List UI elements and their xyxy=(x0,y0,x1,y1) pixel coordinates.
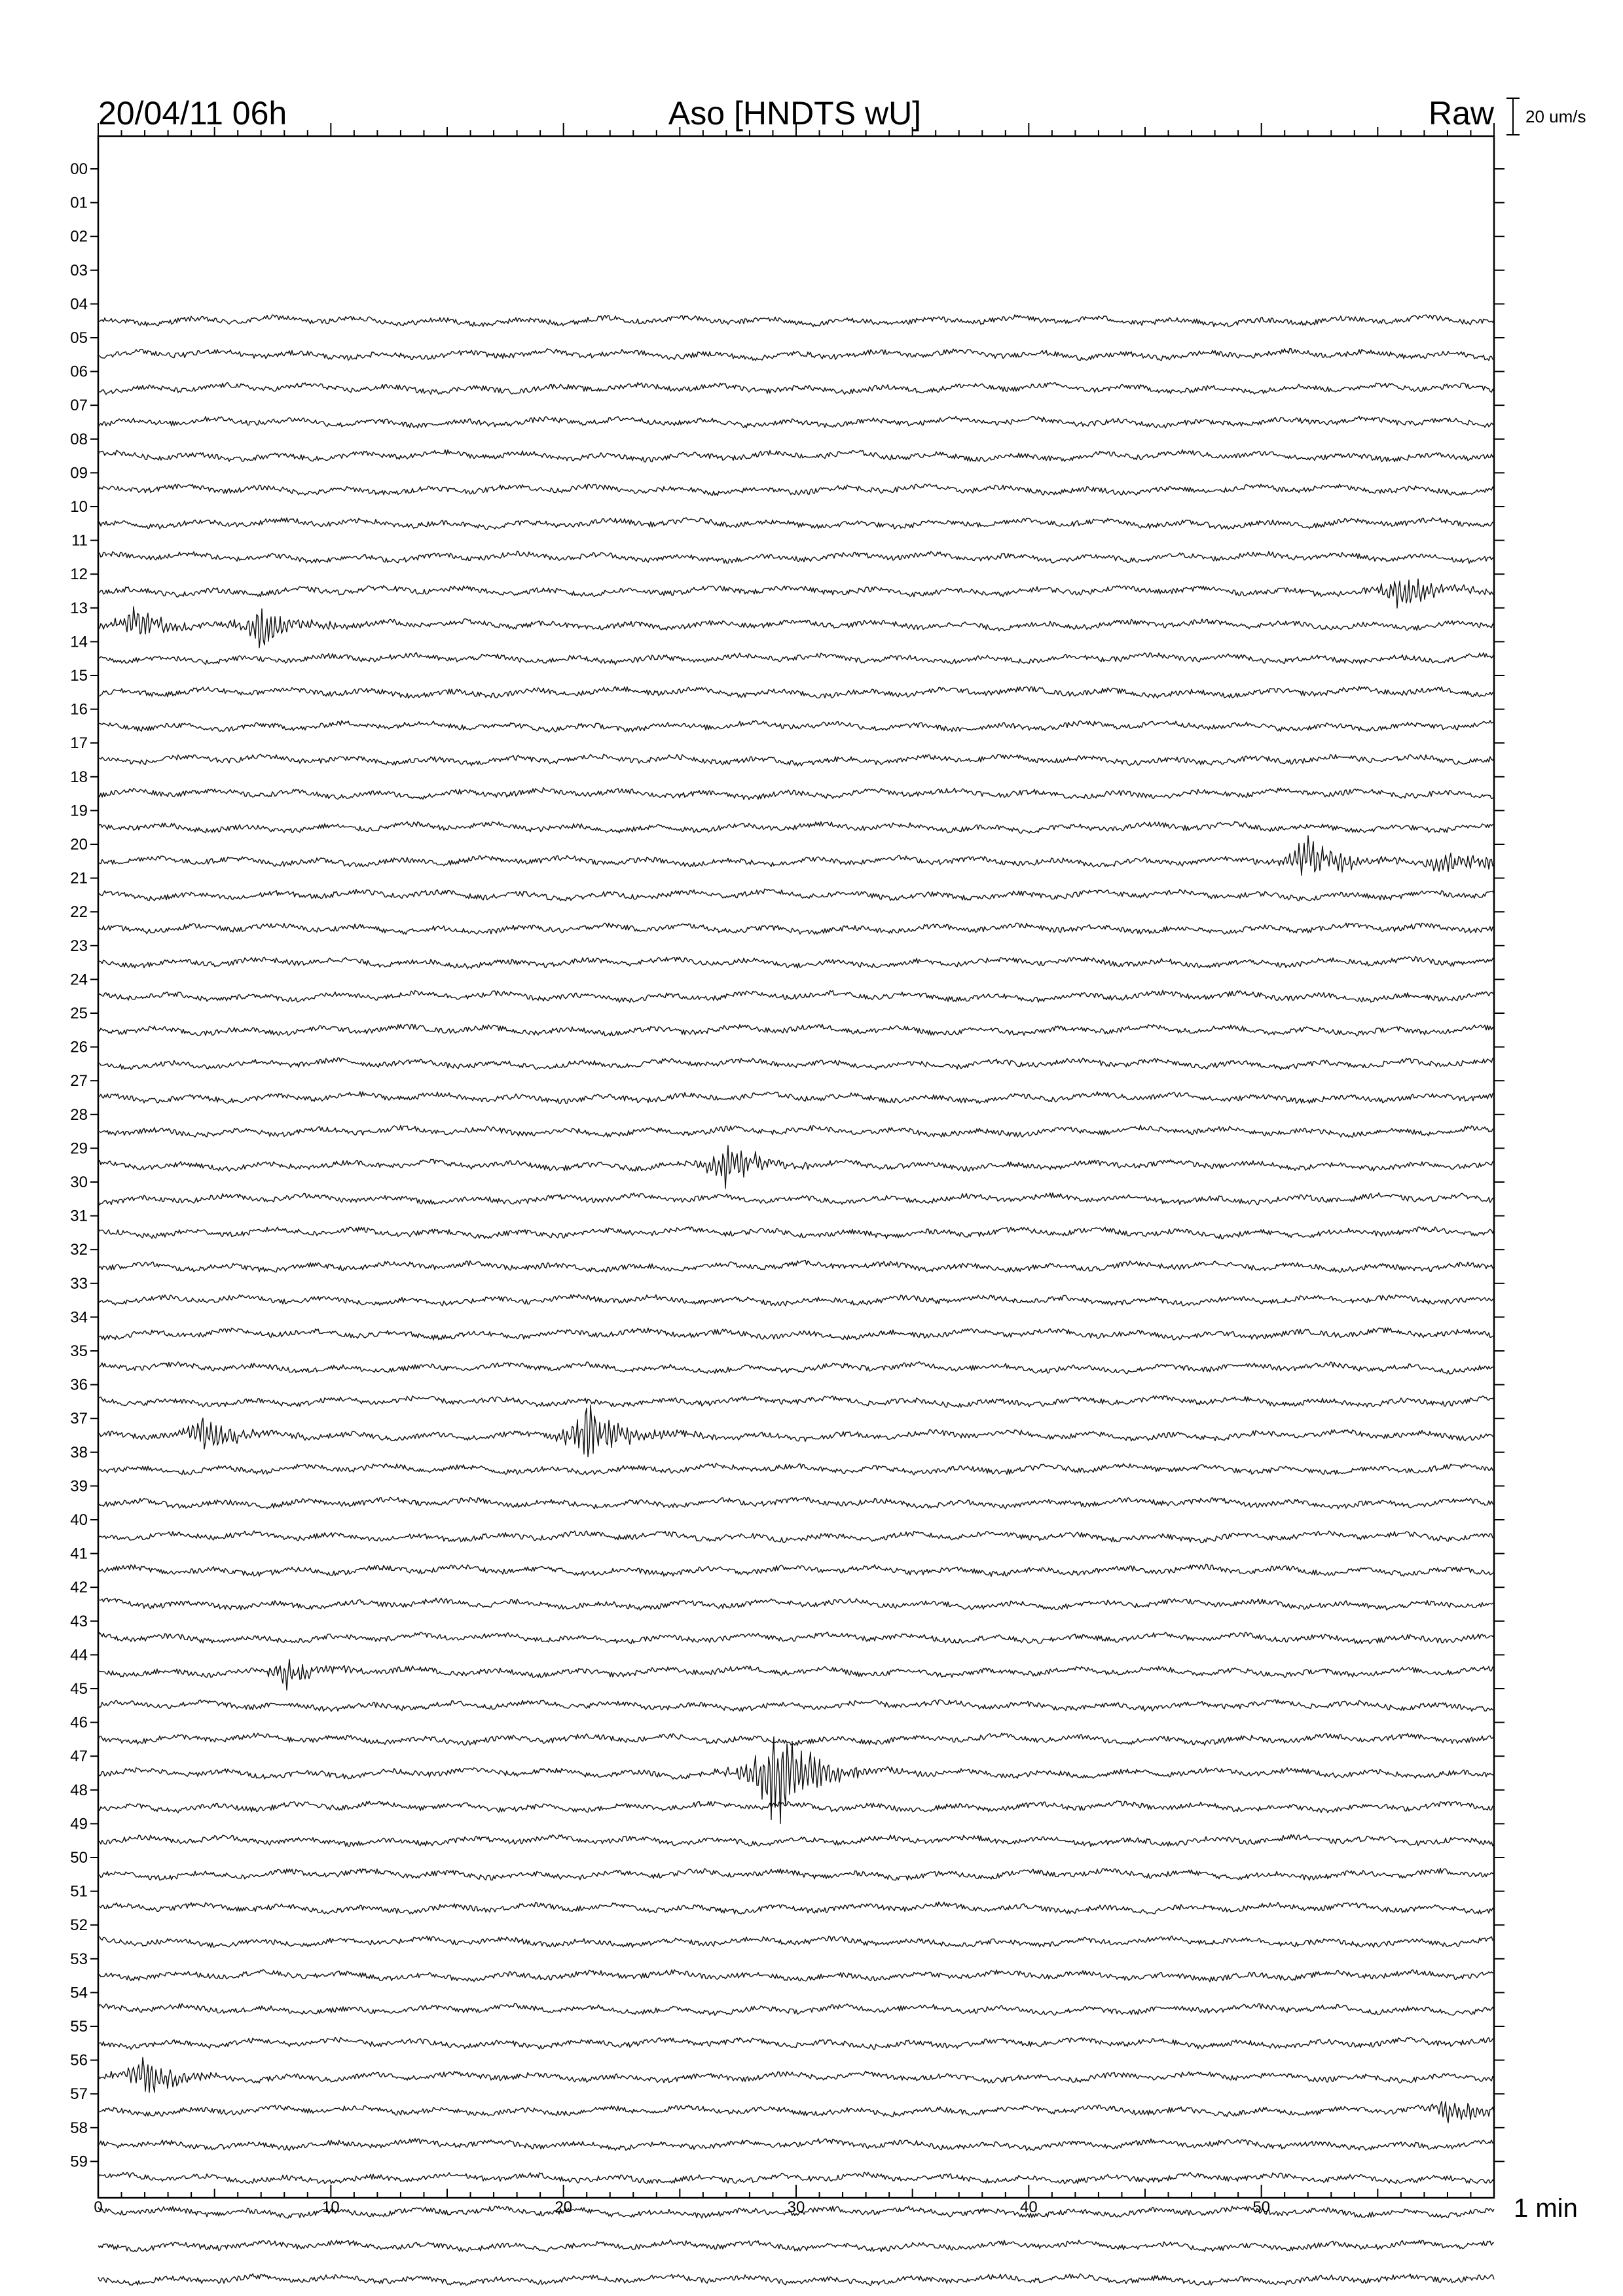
row-label: 01 xyxy=(70,194,88,212)
trace-line xyxy=(98,653,1494,664)
x-axis-unit: 1 min xyxy=(1514,2194,1578,2223)
row-label: 20 xyxy=(70,836,88,853)
row-label: 23 xyxy=(70,937,88,955)
row-label: 19 xyxy=(70,802,88,820)
trace-line xyxy=(98,1801,1494,1813)
row-label: 49 xyxy=(70,1815,88,1833)
row-label: 51 xyxy=(70,1882,88,1901)
row-label: 13 xyxy=(70,599,88,617)
row-label: 36 xyxy=(70,1376,88,1394)
trace-line xyxy=(98,383,1494,395)
row-label: 27 xyxy=(70,1072,88,1090)
row-label: 55 xyxy=(70,2018,88,2036)
row-label: 53 xyxy=(70,1950,88,1968)
trace-line xyxy=(98,1902,1494,1914)
row-label: 26 xyxy=(70,1038,88,1056)
row-label: 37 xyxy=(70,1410,88,1428)
trace-line xyxy=(98,1564,1494,1576)
trace-line xyxy=(98,416,1494,428)
row-label: 24 xyxy=(70,971,88,989)
trace-line xyxy=(98,1125,1494,1138)
header-mode: Raw xyxy=(1428,95,1494,132)
row-label: 21 xyxy=(70,869,88,888)
row-label: 18 xyxy=(70,768,88,786)
trace-line xyxy=(98,1733,1494,1746)
x-tick-label: 10 xyxy=(321,2198,340,2216)
row-label: 06 xyxy=(70,363,88,381)
row-label: 25 xyxy=(70,1005,88,1022)
x-tick-label: 50 xyxy=(1252,2198,1271,2216)
row-label: 07 xyxy=(70,397,88,415)
row-label: 14 xyxy=(70,633,88,651)
x-tick-label: 40 xyxy=(1019,2198,1038,2216)
row-label: 32 xyxy=(70,1241,88,1259)
row-label: 43 xyxy=(70,1612,88,1630)
row-label: 16 xyxy=(70,700,88,719)
row-label: 04 xyxy=(70,295,88,314)
row-label: 22 xyxy=(70,903,88,922)
row-label: 00 xyxy=(70,160,88,178)
amplitude-scale-label: 20 um/s xyxy=(1525,107,1586,126)
row-label: 41 xyxy=(70,1545,88,1563)
trace-line xyxy=(98,1058,1494,1069)
row-label: 56 xyxy=(70,2051,88,2070)
x-tick-label: 20 xyxy=(555,2198,573,2216)
trace-line xyxy=(98,923,1494,934)
trace-line xyxy=(98,450,1494,462)
trace-line xyxy=(98,1405,1494,1457)
row-label: 46 xyxy=(70,1713,88,1732)
trace-line xyxy=(98,2037,1494,2050)
trace-line xyxy=(98,836,1494,876)
trace-line xyxy=(98,2102,1494,2123)
trace-line xyxy=(98,990,1494,1002)
trace-line xyxy=(98,1632,1494,1644)
row-label: 12 xyxy=(70,565,88,584)
trace-line xyxy=(98,1396,1494,1408)
row-label: 38 xyxy=(70,1443,88,1462)
trace-line xyxy=(98,721,1494,732)
trace-line xyxy=(98,687,1494,698)
trace-line xyxy=(98,1737,1494,1824)
row-label: 44 xyxy=(70,1646,88,1664)
row-label: 57 xyxy=(70,2085,88,2104)
row-label: 50 xyxy=(70,1849,88,1867)
row-label: 45 xyxy=(70,1680,88,1698)
row-label: 31 xyxy=(70,1207,88,1225)
trace-line xyxy=(98,1659,1494,1690)
x-tick-label: 30 xyxy=(787,2198,805,2216)
trace-line xyxy=(98,1598,1494,1610)
trace-line xyxy=(98,1869,1494,1880)
row-label: 59 xyxy=(70,2153,88,2171)
trace-line xyxy=(98,1936,1494,1947)
row-label: 17 xyxy=(70,734,88,753)
x-tick-label: 0 xyxy=(94,2198,103,2216)
row-label: 47 xyxy=(70,1748,88,1766)
trace-line xyxy=(98,518,1494,529)
row-label: 28 xyxy=(70,1105,88,1124)
trace-line xyxy=(98,1024,1494,1036)
trace-line xyxy=(98,1531,1494,1543)
row-label: 40 xyxy=(70,1511,88,1529)
row-label: 58 xyxy=(70,2119,88,2137)
trace-line xyxy=(98,1295,1494,1306)
trace-line xyxy=(98,484,1494,496)
trace-line xyxy=(98,2058,1494,2093)
trace-line xyxy=(98,1193,1494,1205)
trace-line xyxy=(98,2003,1494,2016)
trace-line xyxy=(98,551,1494,564)
header-station: Aso [HNDTS wU] xyxy=(668,95,922,132)
trace-line xyxy=(98,754,1494,766)
row-label: 10 xyxy=(70,498,88,516)
row-label: 33 xyxy=(70,1274,88,1293)
trace-line xyxy=(98,1227,1494,1239)
minute-ticks xyxy=(98,123,1494,2198)
row-label: 30 xyxy=(70,1174,88,1191)
row-label: 39 xyxy=(70,1477,88,1496)
trace-line xyxy=(98,1092,1494,1103)
trace-line xyxy=(98,1700,1494,1712)
trace-line xyxy=(98,1835,1494,1846)
trace-line xyxy=(98,1145,1494,1189)
trace-line xyxy=(98,1261,1494,1273)
row-label: 05 xyxy=(70,329,88,347)
trace-line xyxy=(98,2172,1494,2184)
row-label: 34 xyxy=(70,1308,88,1327)
trace-line xyxy=(98,1497,1494,1509)
row-label: 35 xyxy=(70,1342,88,1360)
trace-line xyxy=(98,1969,1494,1982)
trace-line xyxy=(98,349,1494,361)
row-label: 15 xyxy=(70,667,88,685)
row-label: 42 xyxy=(70,1579,88,1597)
trace-line xyxy=(98,787,1494,799)
row-label: 29 xyxy=(70,1139,88,1158)
row-label: 08 xyxy=(70,430,88,448)
trace-line xyxy=(98,1463,1494,1475)
row-label: 03 xyxy=(70,261,88,279)
row-label: 11 xyxy=(71,531,88,550)
trace-line xyxy=(98,2139,1494,2151)
trace-line xyxy=(98,1362,1494,1374)
row-label: 02 xyxy=(70,228,88,246)
trace-line xyxy=(98,2240,1494,2251)
trace-line xyxy=(98,889,1494,901)
trace-line xyxy=(98,1328,1494,1340)
trace-line xyxy=(98,2274,1494,2286)
row-label: 54 xyxy=(70,1984,88,2002)
amplitude-scale-bar xyxy=(1506,98,1520,135)
row-label: 09 xyxy=(70,464,88,482)
trace-line xyxy=(98,579,1494,608)
header-datetime: 20/04/11 06h xyxy=(98,95,287,132)
row-label: 52 xyxy=(70,1916,88,1935)
trace-line xyxy=(98,821,1494,833)
row-label: 48 xyxy=(70,1781,88,1799)
seismic-traces xyxy=(98,315,1494,2296)
trace-line xyxy=(98,315,1494,327)
trace-line xyxy=(98,956,1494,968)
trace-line xyxy=(98,607,1494,648)
